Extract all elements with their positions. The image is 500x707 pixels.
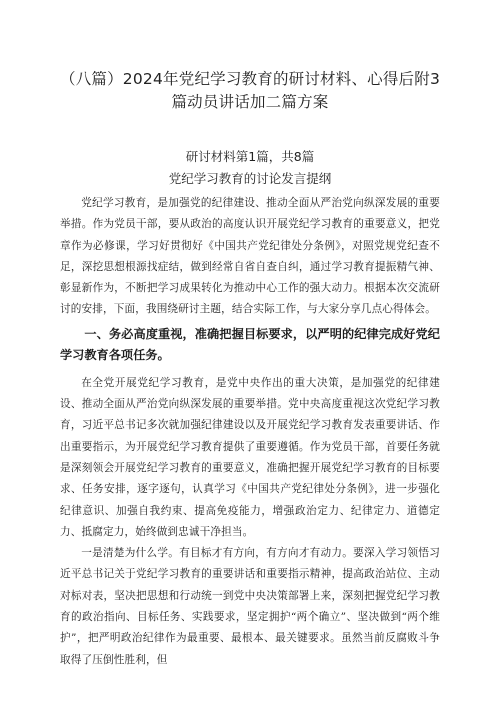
section-heading: 研讨材料第1篇，共8篇: [185, 149, 315, 164]
document-title-line-1: （八篇）2024年党纪学习教育的研讨材料、心得后附3: [60, 70, 441, 88]
section-subtitle: 党纪学习教育的讨论发言提纲: [168, 171, 332, 186]
body-paragraph-intro: 党纪学习教育，是加强党的纪律建设、推动全面从严治党向纵深发展的重要举措。作为党员干部，要从政治的高度认识开展党纪学习教育的重要意义，把党章作为必修课，学习好贯彻好《中国共产党纪律处分条例》，对照党规党纪查不足，深挖思想根源找症结，做到经常自省自查自纠，通过学习教育提振精气神、彰显新作为，不断把学习成果转化为推动中心工作的强大动力。根据本次交流研讨的安排，下面，我围绕研讨主题，结合实际工作，与大家分享几点心得体会。: [60, 197, 440, 316]
heading-level-1: 一、务必高度重视，准确把握目标要求，以严明的纪律完成好党纪学习教育各项任务。: [60, 326, 440, 363]
body-paragraph: 一是清楚为什么学。有目标才有方向，有方向才有动力。要深入学习领悟习近平总书记关于党纪学习教育的重要讲话和重要指示精神，提高政治站位、主动对标对表，坚决把思想和行动统一到党中央决策部署上来，深刻把握党纪学习教育的政治指向、目标任务、实践要求，坚定拥护“两个确立”、坚决做到“两个维护”，把严明政治纪律作为最重要、最根本、最关键要求。虽然当前反腐败斗争取得了压倒性胜利，但: [60, 547, 440, 666]
document-title: [60, 68, 440, 114]
body-paragraph: 在全党开展党纪学习教育，是党中央作出的重大决策，是加强党的纪律建设、推动全面从严治党向纵深发展的重要举措。党中央高度重视这次党纪学习教育，习近平总书记多次就加强纪律建设以及开展党纪学习教育发表重要讲话、作出重要指示，为开展党纪学习教育提供了重要遵循。作为党员干部，首要任务就是深刻领会开展党纪学习教育的重要意义，准确把握开展党纪学习教育的目标要求、任务安排，逐字逐句，认真学习《中国共产党纪律处分条例》，进一步强化纪律意识、加强自我约束、提高免疫能力，增强政治定力、纪律定力、道德定力、抵腐定力，始终做到忠诚干净担当。: [60, 376, 440, 538]
document-title-line-2: 篇动员讲话加二篇方案: [171, 93, 329, 111]
